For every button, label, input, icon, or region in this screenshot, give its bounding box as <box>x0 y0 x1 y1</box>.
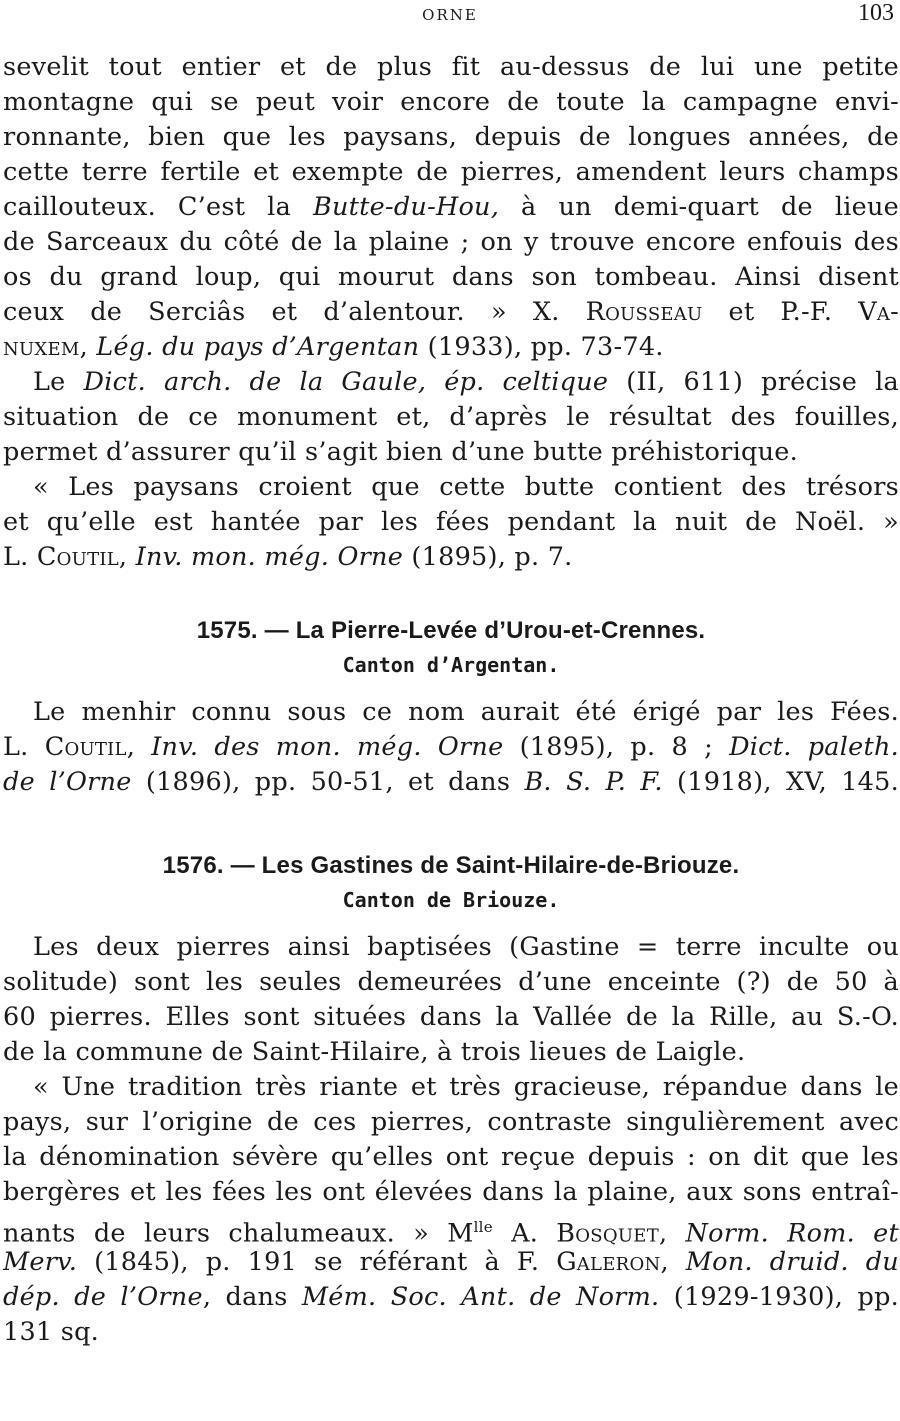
text-line: 60 pierres. Elles sont situées dans la Vallée de la Rille, au S.-O. <box>3 1002 899 1032</box>
author-name: Rousseau <box>585 297 703 327</box>
author-name: Bosquet <box>556 1218 659 1245</box>
text-line: bergères et les fées les ont élevées dans la plaine, aux sons entraî- <box>3 1177 899 1207</box>
author-name: Va- <box>858 297 899 327</box>
paragraph <box>3 365 899 470</box>
entry-1575 <box>3 613 899 800</box>
running-head <box>0 0 900 34</box>
author-name: Galeron <box>556 1247 661 1277</box>
text-line: L. Coutil, Inv. des mon. még. Orne (1895), p. 8 ; Dict. paleth. <box>3 732 899 762</box>
text-line: dép. de l’Orne, dans Mém. Soc. Ant. de Norm. (1929-1930), pp. <box>3 1282 899 1312</box>
text-line: sevelit tout entier et de plus fit au-dessus de lui une petite <box>3 52 899 82</box>
italic-title: Butte-du-Hou, <box>312 192 500 222</box>
entry-heading: 1576. — Les Gastines de Saint-Hilaire-de-Briouze. <box>162 852 740 879</box>
text-line: 131 sq. <box>3 1317 100 1347</box>
author-name: Coutil <box>44 732 127 762</box>
author-name: nuxem <box>3 332 80 362</box>
text-line: Les deux pierres ainsi baptisées (Gastine = terre inculte ou <box>33 932 899 962</box>
italic-title: Merv. <box>3 1247 78 1277</box>
italic-title: Norm. Rom. et <box>685 1218 899 1245</box>
text-line: montagne qui se peut voir encore de toute la campagne envi- <box>3 87 899 117</box>
text-line: cette terre fertile et exempte de pierres, amendent leurs champs <box>3 157 899 187</box>
text-line: pays, sur l’origine de ces pierres, contraste singulièrement avec <box>3 1107 899 1137</box>
text-line: « Les paysans croient que cette butte contient des trésors <box>33 472 899 502</box>
text-line: de Sarceaux du côté de la plaine ; on y trouve encore enfouis des <box>3 227 899 257</box>
italic-title: Mém. Soc. Ant. de Norm. <box>301 1282 660 1312</box>
text-line: de l’Orne (1896), pp. 50-51, et dans B. S. P. F. (1918), XV, 145. <box>3 767 899 797</box>
italic-title: de l’Orne <box>3 767 132 797</box>
text-line: permet d’assurer qu’il s’agit bien d’une butte préhistorique. <box>3 437 798 467</box>
canton-label: Canton de Briouze. <box>342 888 560 912</box>
text-line: Le menhir connu sous ce nom aurait été érigé par les Fées. <box>33 697 899 727</box>
italic-title: Dict. arch. de la Gaule, ép. celtique <box>83 367 609 397</box>
text-line: nuxem, Lég. du pays d’Argentan (1933), pp. 73-74. <box>3 332 664 362</box>
text-line: caillouteux. C’est la Butte-du-Hou, à un demi-quart de lieue <box>3 192 899 222</box>
paragraph <box>3 470 899 575</box>
page-number: 103 <box>858 0 894 26</box>
paragraph-continuation <box>3 50 899 365</box>
author-name: Coutil <box>36 542 119 572</box>
italic-title: dép. de l’Orne <box>3 1282 203 1312</box>
text-line: de la commune de Saint-Hilaire, à trois lieues de Laigle. <box>3 1037 746 1067</box>
text-line: la dénomination sévère qu’elles ont reçue depuis : on dit que les <box>3 1142 899 1172</box>
italic-title: B. S. P. F. <box>524 767 663 797</box>
italic-title: Dict. paleth. <box>729 732 899 762</box>
text-line: solitude) sont les seules demeurées d’une enceinte (?) de 50 à <box>3 967 899 997</box>
canton-label: Canton d’Argentan. <box>342 653 560 677</box>
italic-title: Inv. mon. még. Orne <box>135 542 404 572</box>
text-line: ceux de Serciâs et d’alentour. » X. Rousseau et P.-F. Va- <box>3 297 899 327</box>
running-head-title: ORNE <box>422 6 478 24</box>
text-line: Merv. (1845), p. 191 se référant à F. Galeron, Mon. druid. du <box>3 1247 899 1277</box>
italic-title: Mon. druid. du <box>685 1247 899 1277</box>
text-line: os du grand loup, qui mourut dans son tombeau. Ainsi disent <box>3 262 899 292</box>
text-line: Le Dict. arch. de la Gaule, ép. celtique (II, 611) précise la <box>33 367 899 397</box>
text-line: situation de ce monument et, d’après le résultat des fouilles, <box>3 402 899 432</box>
superscript: lle <box>473 1218 493 1236</box>
text-line: « Une tradition très riante et très gracieuse, répandue dans le <box>33 1072 899 1102</box>
text-line: nants de leurs chalumeaux. » $M^{lle}$ A. Bosquet, Norm. Rom. et <box>3 1210 899 1245</box>
italic-title: Inv. des mon. még. Orne <box>151 732 504 762</box>
italic-title: Lég. du pays d’Argentan <box>96 332 420 362</box>
text-line: L. Coutil, Inv. mon. még. Orne (1895), p. 7. <box>3 542 573 572</box>
entry-1576 <box>3 848 899 1350</box>
entry-heading: 1575. — La Pierre-Levée d’Urou-et-Crennes. <box>196 617 706 644</box>
body-text <box>3 50 899 1350</box>
text-line: et qu’elle est hantée par les fées pendant la nuit de Noël. » <box>3 507 899 537</box>
text-line: ronnante, bien que les paysans, depuis de longues années, de <box>3 122 899 152</box>
